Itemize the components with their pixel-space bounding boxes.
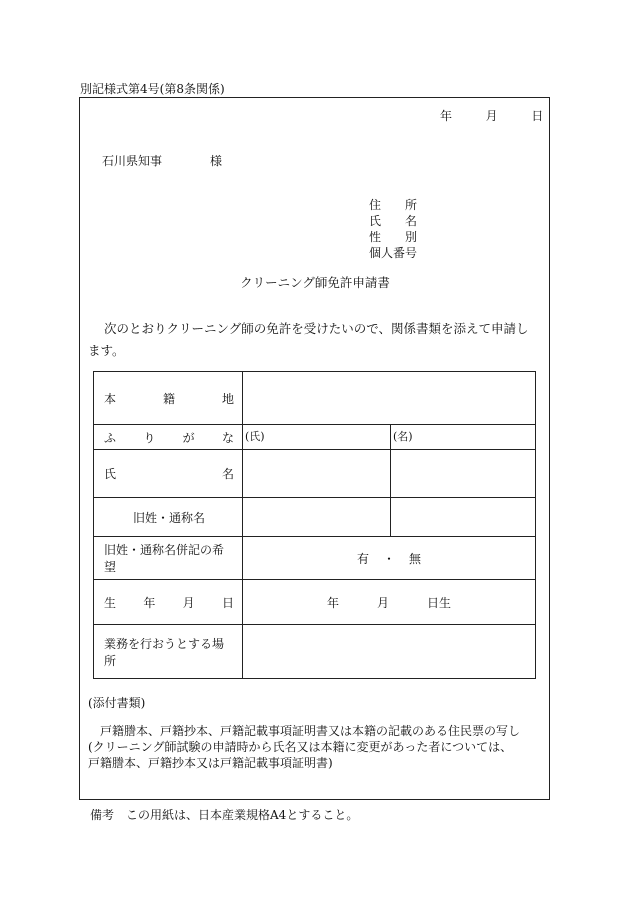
remark — [90, 806, 358, 823]
applicant-address-label: 住 所 — [369, 198, 418, 212]
form-number-title: 別記様式第4号(第8条関係) — [80, 82, 225, 96]
birth-row — [94, 580, 536, 625]
remark-text: この用紙は、日本産業規格A4とすること。 — [126, 808, 359, 822]
combined-choice[interactable]: 有 ・ 無 — [243, 537, 536, 580]
former-name-label: 旧姓・通称名 — [94, 498, 243, 537]
honseki-label: 本 籍 地 — [94, 372, 243, 425]
attachment-line-1: 戸籍謄本、戸籍抄本、戸籍記載事項証明書又は本籍の記載のある住民票の写し — [100, 724, 521, 738]
birth-label: 生 年 月 日 — [94, 580, 243, 625]
furigana-given-field[interactable] — [391, 425, 536, 450]
application-statement: 次のとおりクリーニング師の免許を受けたいので、関係書類を添えて申請します。 — [88, 321, 529, 358]
application-table — [93, 371, 536, 679]
former-given-field[interactable] — [391, 498, 536, 537]
honseki-row — [94, 372, 536, 425]
combined-row — [94, 537, 536, 580]
workplace-field[interactable] — [243, 625, 536, 679]
attachments-heading: (添付書類) — [88, 696, 146, 710]
applicant-personal-number-label: 個人番号 — [369, 246, 418, 260]
surname-note: (氏) — [245, 430, 265, 443]
addressee-honorific: 様 — [210, 154, 223, 168]
former-surname-field[interactable] — [243, 498, 391, 537]
applicant-sex-label: 性 別 — [369, 230, 418, 244]
attachment-line-2: (クリーニング師試験の申請時から氏名又は本籍に変更があった者については、 — [88, 740, 513, 754]
date-line — [440, 107, 543, 124]
addressee — [102, 152, 222, 169]
birth-date-field[interactable]: 年 月 日生 — [243, 580, 536, 625]
honseki-field[interactable] — [243, 372, 536, 425]
furigana-label: ふ り が な — [94, 425, 243, 450]
furigana-row — [94, 425, 536, 450]
date-day: 日 — [531, 109, 544, 123]
document-title: クリーニング師免許申請書 — [240, 275, 390, 290]
given-name-field[interactable] — [391, 450, 536, 498]
former-name-row — [94, 498, 536, 537]
attachment-line-3: 戸籍謄本、戸籍抄本又は戸籍記載事項証明書) — [88, 756, 333, 770]
given-name-note: (名) — [393, 430, 413, 443]
name-row — [94, 450, 536, 498]
date-month: 月 — [485, 109, 498, 123]
workplace-label: 業務を行おうとする場所 — [94, 625, 243, 679]
addressee-name: 石川県知事 — [102, 154, 163, 168]
combined-label: 旧姓・通称名併記の希望 — [94, 537, 243, 580]
name-label: 氏 名 — [94, 450, 243, 498]
date-year: 年 — [440, 109, 453, 123]
attachments-body — [88, 723, 543, 771]
remark-label: 備考 — [90, 808, 115, 822]
applicant-fields — [369, 197, 417, 261]
workplace-row — [94, 625, 536, 679]
surname-field[interactable] — [243, 450, 391, 498]
furigana-surname-field[interactable] — [243, 425, 391, 450]
applicant-name-label: 氏 名 — [369, 214, 418, 228]
